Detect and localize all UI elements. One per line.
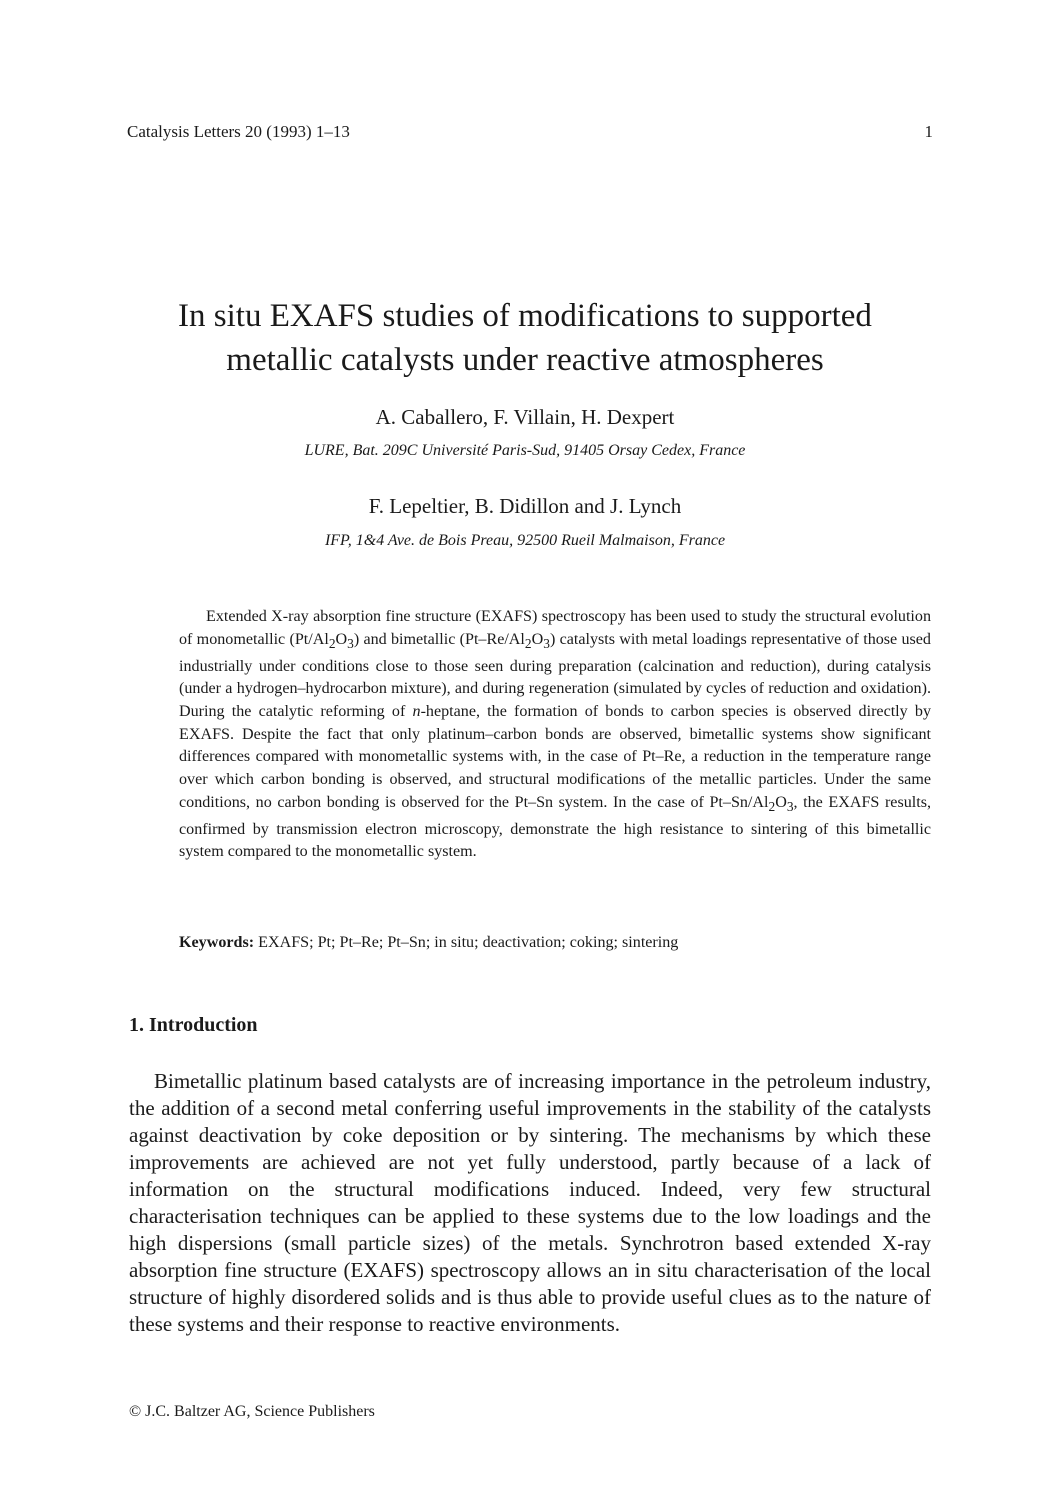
author-names-1: A. Caballero, F. Villain, H. Dexpert [375, 405, 675, 429]
abstract-text: Extended X-ray absorption fine structure (EXAFS) spectroscopy has been used to study the structural evolution of monometallic (Pt/Al [179, 608, 931, 648]
keywords [179, 932, 931, 954]
subscript: 3 [543, 635, 550, 651]
introduction-body [129, 1068, 931, 1338]
page-number: 1 [924, 122, 933, 141]
abstract-text: ) catalysts with metal loadings representative of those used industrially under conditions close to those seen during preparation (calcination and reduction), during catalysis (under a hydrogen–hydrocarbon mixture), and during regeneration (simulated by cycles of reduction and oxidation). During the catalytic reforming of [179, 630, 931, 721]
affiliation-1: LURE, Bat. 209C Université Paris-Sud, 91405 Orsay Cedex, France [304, 442, 746, 459]
abstract-text: O [775, 793, 787, 811]
keywords-list: EXAFS; Pt; Pt–Re; Pt–Sn; in situ; deactivation; coking; sintering [254, 934, 679, 951]
title-line-2: metallic catalysts under reactive atmospheres [226, 342, 824, 378]
introduction-paragraph: Bimetallic platinum based catalysts are of increasing importance in the petroleum industry, the addition of a second metal conferring useful improvements in the stability of the catalysts against deactivation by coke deposition or by sintering. The mechanisms by which these improvements are achieved are not yet fully understood, partly because of a lack of information on the structural modifications induced. Indeed, very few structural characterisation techniques can be applied to these systems due to the low loadings and the high dispersions (small particle sizes) of the metals. Synchrotron based extended X-ray absorption fine structure (EXAFS) spectroscopy allows an in situ characterisation of the local structure of highly disordered solids and is thus able to provide useful clues as to the nature of these systems and their response to reactive environments. [129, 1069, 931, 1336]
abstract-text: ) and bimetallic (Pt–Re/Al [353, 630, 525, 648]
subscript: 2 [328, 635, 336, 651]
abstract-text: O [335, 630, 348, 648]
abstract-text: -heptane, the formation of bonds to carbon species is observed directly by EXAFS. Despite the fact that only platinum–carbon bonds are observed, bimetallic systems show significant differences compared with monometallic systems with, in the case of Pt–Re, a reduction in the temperature range over which carbon bonding is observed, and structural modifications of the metallic particles. Under the same conditions, no carbon bonding is observed for the Pt–Sn system. In the case of Pt–Sn/Al [179, 703, 931, 811]
section-heading-introduction: 1. Introduction [129, 1014, 258, 1036]
affiliation-2: IFP, 1&4 Ave. de Bois Preau, 92500 Rueil Malmaison, France [324, 532, 726, 549]
paper-title [100, 294, 950, 382]
abstract [179, 606, 931, 864]
subscript: 3 [786, 799, 794, 815]
subscript: 3 [347, 635, 354, 651]
author-names-2: F. Lepeltier, B. Didillon and J. Lynch [368, 494, 682, 518]
subscript: 2 [768, 799, 776, 815]
subscript: 2 [524, 635, 532, 651]
abstract-text: , the EXAFS results, confirmed by transmission electron microscopy, demonstrate the high resistance to sintering of this bimetallic system compared to the monometallic system. [179, 793, 931, 861]
copyright-notice: © J.C. Baltzer AG, Science Publishers [129, 1403, 375, 1420]
keywords-label: Keywords: [179, 934, 255, 951]
italic-n: n [412, 703, 421, 721]
abstract-text: O [531, 630, 544, 648]
title-line-1: In situ EXAFS studies of modifications to supported [178, 298, 872, 334]
abstract-paragraph [179, 606, 931, 864]
journal-citation: Catalysis Letters 20 (1993) 1–13 [127, 122, 350, 141]
